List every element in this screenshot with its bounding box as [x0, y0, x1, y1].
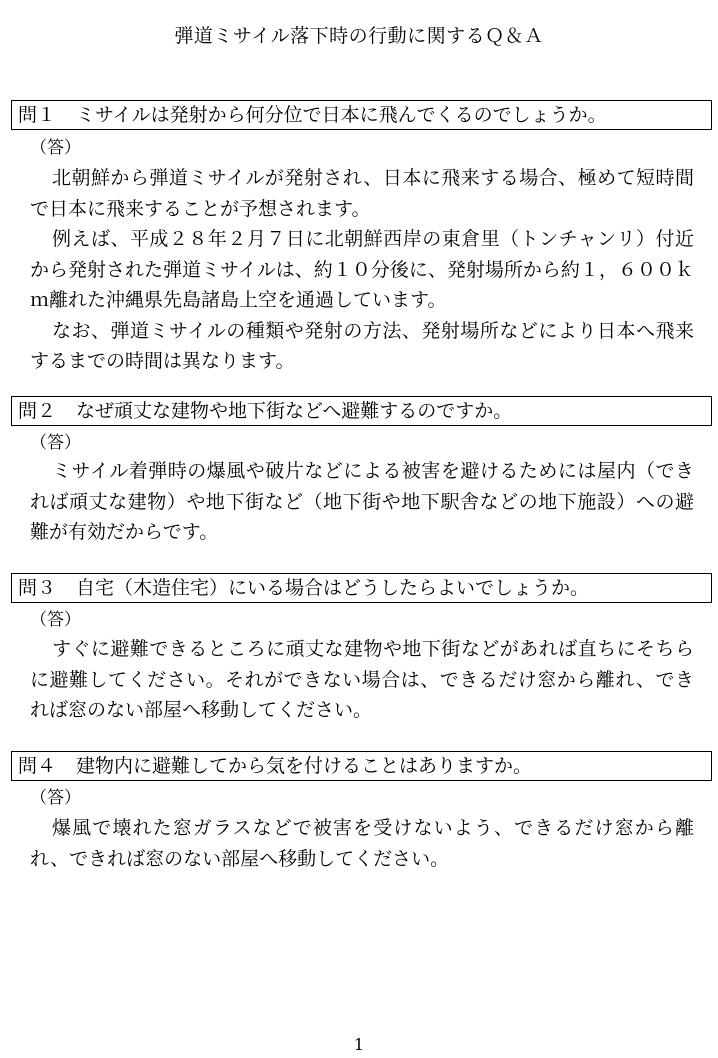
question-number: 問４: [18, 755, 57, 777]
page-number: 1: [353, 1035, 365, 1054]
answer-body-4: [30, 813, 694, 874]
question-text: ミサイルは発射から何分位で日本に飛んでくるのでしょうか。: [76, 104, 607, 126]
answer-paragraph: 例えば、平成２８年２月７日に北朝鮮西岸の東倉里（トンチャンリ）付近から発射された弾道ミサイルは、約１０分後に、発射場所から約１，６００ｋｍ離れた沖縄県先島諸島上空を通過しています。: [30, 228, 694, 311]
question-number: 問１: [18, 104, 57, 126]
answer-label: （答）: [30, 788, 81, 808]
question-box-3: [11, 573, 712, 603]
question-text: 建物内に避難してから気を付けることはありますか。: [76, 755, 533, 777]
answer-label: （答）: [30, 433, 81, 453]
answer-label: （答）: [30, 138, 81, 158]
answer-paragraph: すぐに避難できるところに頑丈な建物や地下街などがあれば直ちにそちらに避難してください。それができない場合は、できるだけ窓から離れ、できれば窓のない部屋へ移動してください。: [30, 638, 694, 721]
answer-paragraph: なお、弾道ミサイルの種類や発射の方法、発射場所などにより日本へ飛来するまでの時間は異なります。: [30, 319, 694, 372]
answer-paragraph: ミサイル着弾時の爆風や破片などによる被害を避けるためには屋内（できれば頑丈な建物）や地下街など（地下街や地下駅舎などの地下施設）への避難が有効だからです。: [30, 460, 694, 543]
answer-body-3: [30, 634, 694, 726]
answer-body-2: [30, 456, 694, 548]
question-box-1: [11, 100, 712, 130]
question-text: なぜ頑丈な建物や地下街などへ避難するのですか。: [76, 400, 513, 422]
question-box-4: [11, 751, 712, 781]
answer-paragraph: 爆風で壊れた窓ガラスなどで被害を受けないよう、できるだけ窓から離れ、できれば窓のない部屋へ移動してください。: [30, 817, 694, 870]
question-number: 問３: [18, 577, 57, 599]
answer-label: （答）: [30, 610, 81, 630]
question-number: 問２: [18, 400, 57, 422]
question-text: 自宅（木造住宅）にいる場合はどうしたらよいでしょうか。: [76, 577, 590, 599]
page-title: 弾道ミサイル落下時の行動に関するＱ＆Ａ: [174, 25, 544, 47]
answer-paragraph: 北朝鮮から弾道ミサイルが発射され、日本に飛来する場合、極めて短時間で日本に飛来することが予想されます。: [30, 167, 694, 220]
question-box-2: [11, 396, 712, 426]
answer-body-1: [30, 163, 694, 377]
